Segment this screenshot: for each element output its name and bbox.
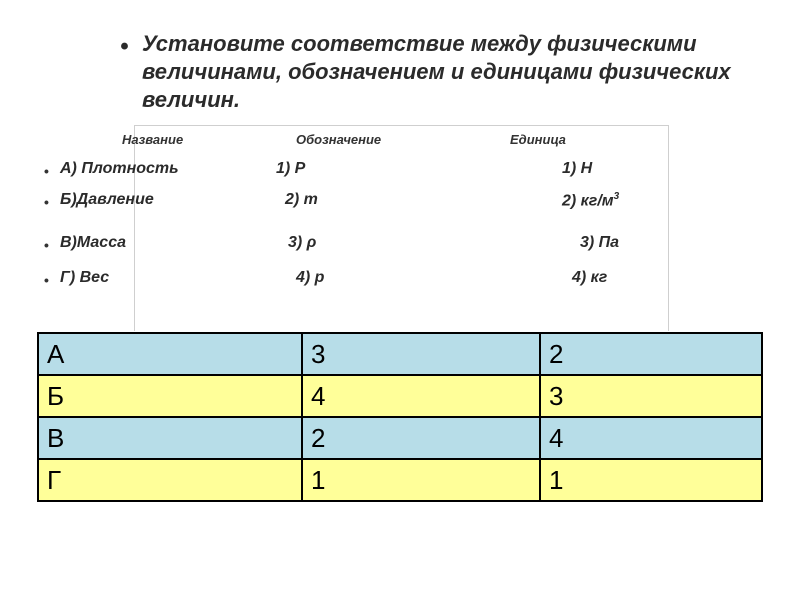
answer-symbol: 1	[302, 459, 540, 501]
column-header-symbol: Обозначение	[296, 132, 382, 147]
answer-symbol: 4	[302, 375, 540, 417]
quantity-unit: 1) Н	[562, 160, 593, 177]
column-header-unit: Единица	[510, 132, 566, 147]
answer-unit: 2	[540, 333, 762, 375]
matching-frame	[134, 125, 669, 331]
row-bullet: •	[44, 163, 49, 179]
quantity-name: А) Плотность	[60, 160, 179, 177]
heading-bullet: •	[120, 33, 129, 60]
unit-base: 2) кг/м	[562, 192, 614, 210]
row-bullet: •	[44, 237, 49, 253]
quantity-symbol: 3) ρ	[288, 234, 317, 251]
quantity-name: Б)Давление	[60, 191, 154, 208]
task-heading: Установите соответствие между физическими величинами, обозначением и единицами физических величин.	[142, 31, 731, 112]
quantity-symbol: 4) р	[296, 269, 325, 286]
quantity-name: Г) Вес	[60, 269, 110, 286]
row-bullet: •	[44, 272, 49, 288]
answer-table	[37, 332, 763, 502]
answer-letter: А	[38, 333, 302, 375]
quantity-unit: 3) Па	[580, 234, 620, 251]
quantity-name: В)Масса	[60, 234, 126, 251]
quantity-unit	[562, 191, 619, 210]
answer-letter: Г	[38, 459, 302, 501]
answer-letter: Б	[38, 375, 302, 417]
answer-row	[38, 459, 762, 501]
unit-superscript: 3	[613, 191, 620, 202]
quantity-symbol: 1) Р	[276, 160, 306, 177]
quantity-symbol: 2) m	[285, 191, 318, 208]
answer-row	[38, 333, 762, 375]
row-bullet: •	[44, 194, 49, 210]
answer-letter: В	[38, 417, 302, 459]
answer-symbol: 3	[302, 333, 540, 375]
answer-unit: 4	[540, 417, 762, 459]
answer-unit: 3	[540, 375, 762, 417]
answer-unit: 1	[540, 459, 762, 501]
quantity-unit: 4) кг	[572, 269, 608, 286]
answer-row	[38, 417, 762, 459]
answer-row	[38, 375, 762, 417]
answer-symbol: 2	[302, 417, 540, 459]
column-header-name: Название	[122, 132, 184, 147]
